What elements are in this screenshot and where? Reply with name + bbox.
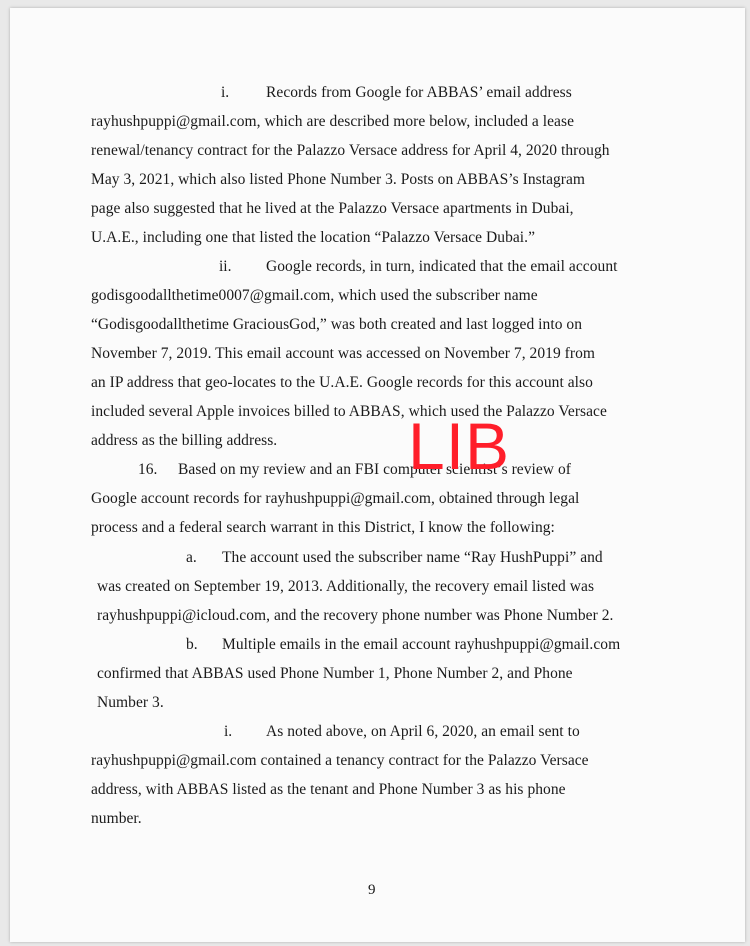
text-line: Multiple emails in the email account rayhushpuppi@gmail.com — [222, 636, 621, 653]
text-line: U.A.E., including one that listed the location “Palazzo Versace Dubai.” — [91, 229, 536, 246]
list-marker-i: i. — [224, 723, 233, 740]
text-line: included several Apple invoices billed to ABBAS, which used the Palazzo Versace — [91, 403, 607, 420]
text-line: address, with ABBAS listed as the tenant and Phone Number 3 as his phone — [91, 781, 566, 798]
text-line: Google account records for rayhushpuppi@gmail.com, obtained through legal — [91, 490, 580, 507]
text-line: process and a federal search warrant in this District, I know the following: — [91, 519, 555, 536]
text-line: was created on September 19, 2013. Additionally, the recovery email listed was — [97, 578, 595, 595]
list-marker-ii: ii. — [219, 258, 232, 275]
text-line: address as the billing address. — [91, 432, 278, 449]
text-line: Number 3. — [97, 694, 164, 711]
text-line: an IP address that geo-locates to the U.A.E. Google records for this account also — [91, 374, 593, 391]
watermark-stamp: LIB — [408, 409, 511, 483]
list-marker-i: i. — [221, 84, 230, 101]
text-line: Google records, in turn, indicated that the email account — [266, 258, 618, 275]
text-line: rayhushpuppi@gmail.com contained a tenancy contract for the Palazzo Versace — [91, 752, 589, 769]
text-line: May 3, 2021, which also listed Phone Number 3. Posts on ABBAS’s Instagram — [91, 171, 586, 188]
text-line: confirmed that ABBAS used Phone Number 1, Phone Number 2, and Phone — [97, 665, 573, 682]
text-line: Records from Google for ABBAS’ email address — [266, 84, 572, 101]
text-line: “Godisgoodallthetime GraciousGod,” was both created and last logged into on — [91, 316, 583, 333]
text-line: Based on my review and an FBI computer scientist’s review of — [178, 461, 571, 478]
text-line: As noted above, on April 6, 2020, an email sent to — [266, 723, 580, 740]
list-marker-b: b. — [186, 636, 198, 653]
list-marker-a: a. — [186, 549, 197, 566]
text-line: number. — [91, 810, 142, 827]
text-line: renewal/tenancy contract for the Palazzo Versace address for April 4, 2020 through — [91, 142, 610, 159]
text-line: rayhushpuppi@gmail.com, which are described more below, included a lease — [91, 113, 575, 130]
text-line: page also suggested that he lived at the Palazzo Versace apartments in Dubai, — [91, 200, 574, 217]
document-page — [10, 8, 745, 942]
text-line: The account used the subscriber name “Ray HushPuppi” and — [222, 549, 603, 566]
text-line: godisgoodallthetime0007@gmail.com, which used the subscriber name — [91, 287, 538, 304]
text-line: November 7, 2019. This email account was accessed on November 7, 2019 from — [91, 345, 596, 362]
page-number: 9 — [368, 882, 376, 898]
paragraph-number-16: 16. — [138, 461, 158, 478]
text-line: rayhushpuppi@icloud.com, and the recovery phone number was Phone Number 2. — [97, 607, 614, 624]
